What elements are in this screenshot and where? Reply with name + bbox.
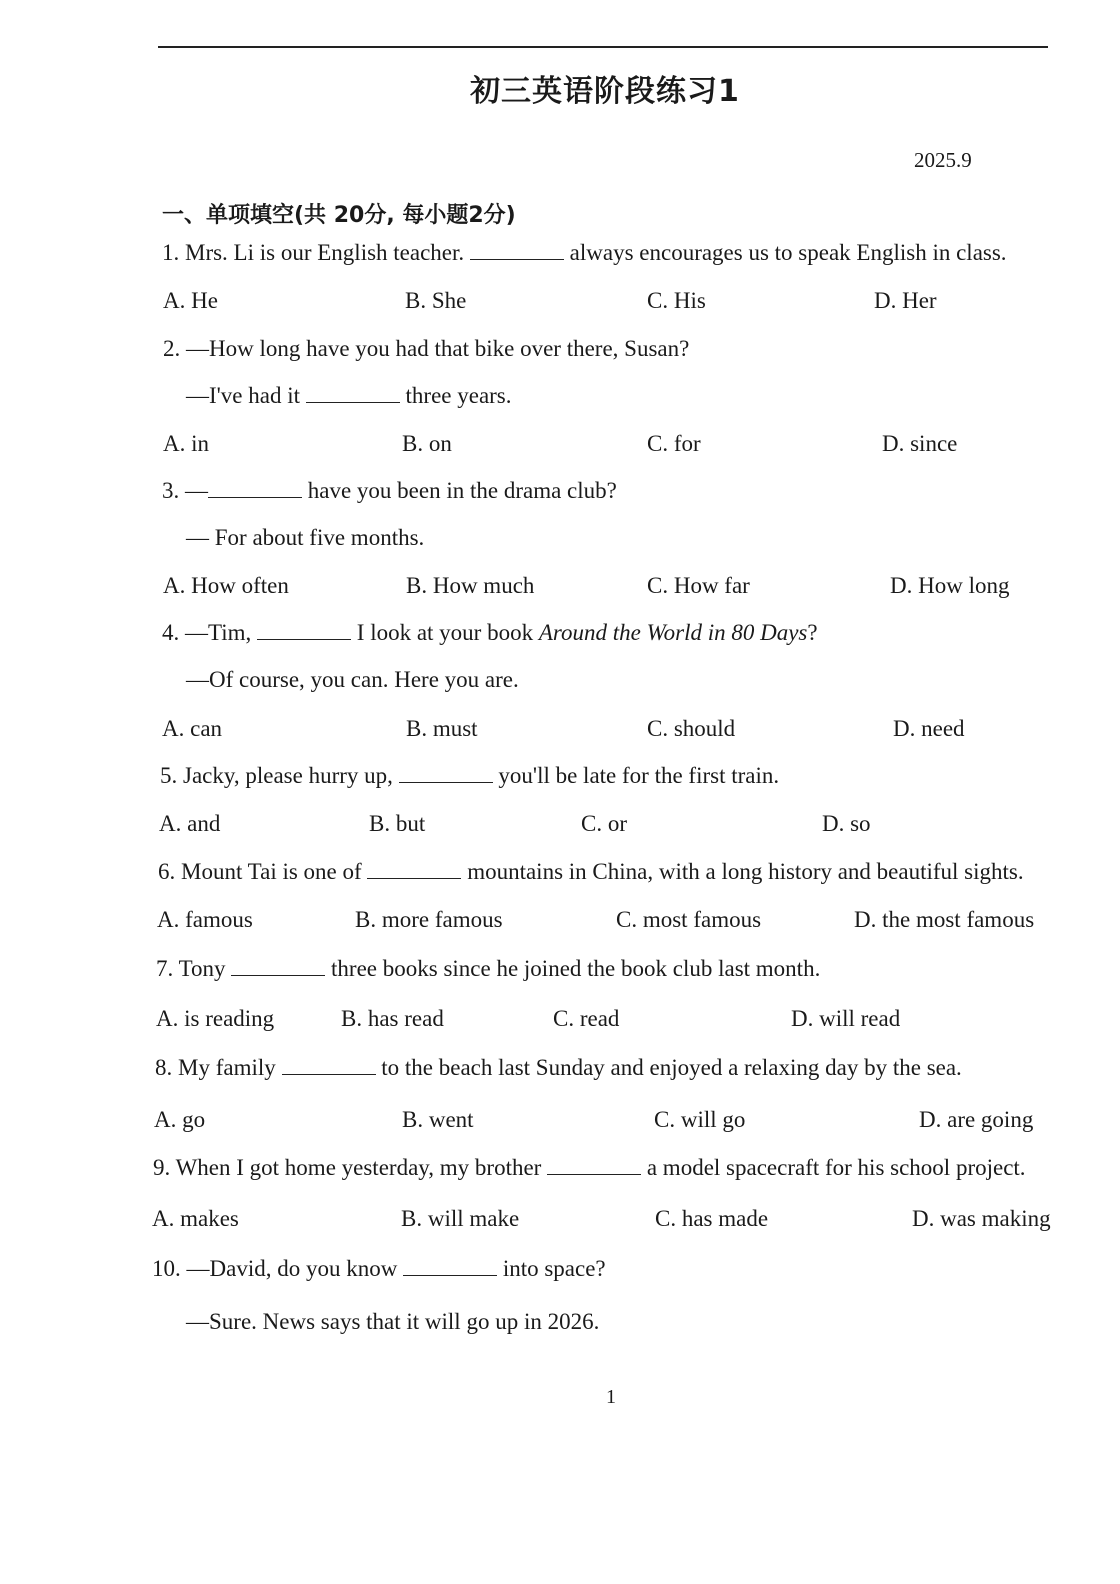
exam-date: 2025.9 [914,148,972,172]
question-4-reply: —Of course, you can. Here you are. [186,667,519,692]
option-b: B. must [406,716,478,741]
answer-blank [282,1054,376,1075]
option-b: B. but [369,811,426,836]
option-d: D. the most famous [854,907,1035,932]
option-a: A. is reading [156,1006,275,1031]
option-d: D. are going [919,1107,1034,1132]
option-d: D. Her [874,288,937,313]
question-7: 7. Tony three books since he joined the book club last month. [156,956,821,981]
option-a: A. He [163,288,218,313]
option-d: D. so [822,811,871,836]
answer-blank [231,955,325,976]
option-c: C. for [647,431,701,456]
question-6: 6. Mount Tai is one of mountains in China, with a long history and beautiful sights. [158,859,1024,884]
option-a: A. in [163,431,209,456]
option-b: B. went [402,1107,474,1132]
book-title: Around the World in 80 Days [538,620,808,645]
question-3-reply: — For about five months. [186,525,425,550]
option-b: B. will make [401,1206,520,1231]
option-d: D. was making [912,1206,1051,1231]
answer-blank [208,477,302,498]
option-b: B. has read [341,1006,444,1031]
option-d: D. since [882,431,958,456]
option-c: C. most famous [616,907,762,932]
header-rule [158,46,1048,48]
question-10: 10. —David, do you know into space? [152,1256,606,1281]
option-c: C. will go [654,1107,746,1132]
page-number: 1 [606,1386,616,1408]
answer-blank [257,619,351,640]
option-c: C. read [553,1006,620,1031]
option-a: A. makes [152,1206,239,1231]
page-title: 初三英语阶段练习1 [470,74,740,109]
option-a: A. How often [163,573,289,598]
option-d: D. need [893,716,965,741]
option-c: C. or [581,811,627,836]
option-c: C. should [647,716,736,741]
option-d: D. How long [890,573,1010,598]
answer-blank [403,1255,497,1276]
answer-blank [547,1154,641,1175]
question-10-reply: —Sure. News says that it will go up in 2026. [186,1309,600,1334]
section-heading: 一、单项填空(共 20分, 每小题2分) [162,203,516,228]
option-a: A. famous [157,907,253,932]
option-c: C. has made [655,1206,769,1231]
option-d: D. will read [791,1006,901,1031]
answer-blank [367,858,461,879]
question-8: 8. My family to the beach last Sunday and enjoyed a relaxing day by the sea. [155,1055,962,1080]
option-b: B. She [405,288,467,313]
answer-blank [399,762,493,783]
question-1: 1. Mrs. Li is our English teacher. always encourages us to speak English in class. [162,240,1007,265]
answer-blank [470,239,564,260]
option-b: B. on [402,431,452,456]
option-c: C. His [647,288,706,313]
option-b: B. more famous [355,907,503,932]
option-c: C. How far [647,573,750,598]
question-4: 4. —Tim, I look at your book Around the World in 80 Days? [162,620,818,645]
option-a: A. can [162,716,223,741]
option-a: A. go [154,1107,206,1132]
answer-blank [306,382,400,403]
option-a: A. and [159,811,221,836]
option-b: B. How much [406,573,535,598]
question-3: 3. — have you been in the drama club? [162,478,617,503]
question-2-reply: —I've had it three years. [186,383,512,408]
question-5: 5. Jacky, please hurry up, you'll be late for the first train. [160,763,780,788]
question-9: 9. When I got home yesterday, my brother a model spacecraft for his school project. [153,1155,1026,1180]
question-2: 2. —How long have you had that bike over there, Susan? [163,336,690,361]
